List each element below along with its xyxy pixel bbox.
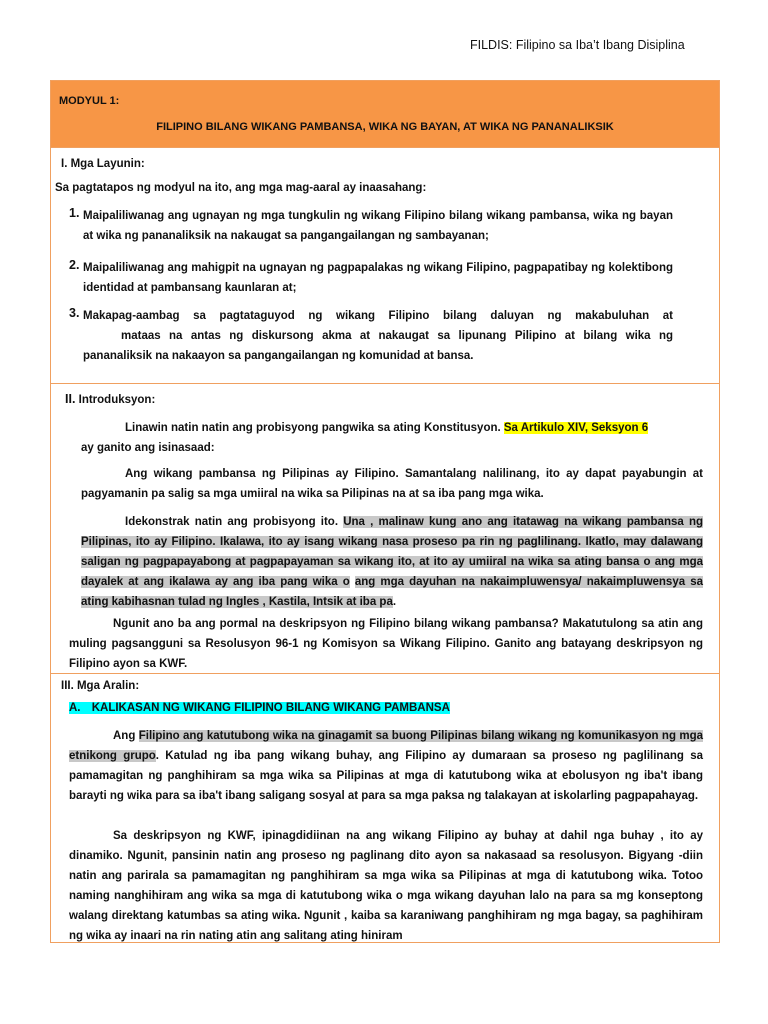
section-heading: I. Mga Layunin: [61,158,145,170]
paragraph [69,726,703,806]
list-item-line: Makapag-aambag sa pagtataguyod ng wikang Filipino bilang daluyan ng makabuluhan at [83,310,673,322]
highlight-text: Filipino ang katutubong wika na ginagamit sa buong Pilipinas bilang wikang ng komunikasyon ng mga etnikong grupo [69,730,703,762]
section-heading: III. Mga Aralin: [61,680,140,692]
module-label: MODYUL 1: [59,95,120,107]
module-box [50,80,720,943]
list-number: 3. [69,306,80,320]
paragraph-text: ay ganito ang isinasaad: [81,442,215,454]
paragraph: Ang wikang pambansa ng Pilipinas ay Filipino. Samantalang nalilinang, ito ay dapat payabungin at pagyamanin pa salig sa mga umiiral na wika sa Pilipinas na at sa iba pang mga wika. [81,468,703,500]
section-lead: Sa pagtatapos ng modyul na ito, ang mga mag-aaral ay inaasahang: [55,182,427,194]
section-heading [65,392,155,406]
list-item-text: Maipaliliwanag ang mahigpit na ugnayan ng pagpapalakas ng wikang Filipino, pagpapatibay ng kolektibong identidad at pambansang kaunlaran at; [83,262,673,294]
list-item [51,206,673,246]
list-number: 1. [69,206,80,220]
section-mga-aralin [51,674,719,942]
paragraph-text: Idekonstrak natin ang probisyong ito. [125,516,344,528]
subsection-letter-text: A. [69,702,81,714]
highlight-text: Una , malinaw kung ano ang itatawag na wikang pambansa ng Pilipinas, ito ay Filipino. Ikalawa, ito ay isang wikang nasa proseso pa rin ng paglilinang. Ikatlo, may dalawang saligan ng pagpapayabong at pagpapayaman sa wikang ito, at ito ay umiiral na wika sa ating bansa o ang mga dayalek at ang ikalawa ay ang iba pang wika o [81,516,703,588]
module-title-band [51,81,719,148]
list-item-line [83,326,673,346]
paragraph-text: . [392,596,397,608]
list-item-text [83,306,673,326]
paragraph-text: Linawin natin natin ang probisyong pangwika sa ating Konstitusyon. [125,422,504,434]
subsection-letter [69,702,92,714]
paragraph-text: . Katulad ng iba pang wikang buhay, ang Filipino ay dumaraan sa proseso ng paglilinang sa pamamagitan ng panghihiram sa mga wika sa Pilipinas at mga di katutubong wika at ebolusyon ng iba't ibang barayti ng wika para sa iba't ibang saligang sosyal at para sa mga paksa ng talakayan at iskolarling pagpapahayag. [69,750,703,802]
paragraph [81,418,703,458]
section-title: Introduksyon: [78,394,156,406]
list-number: 2. [69,258,80,272]
paragraph [81,512,703,612]
list-item [51,258,673,298]
module-title: FILIPINO BILANG WIKANG PAMBANSA, WIKA NG BAYAN, AT WIKA NG PANANALIKSIK [156,121,614,133]
list-item-text: Maipaliliwanag ang ugnayan ng mga tungkulin ng wikang Filipino bilang wikang pambansa, wika ng bayan at wika ng pananaliksik na nakaugat sa pangangailangan ng sambayanan; [83,210,673,242]
list-item-line: pananaliksik na nakaayon sa pangangailangan ng komunidad at bansa. [83,350,474,362]
running-header: FILDIS: Filipino sa Iba’t Ibang Disiplina [470,38,685,52]
section-number: II. [65,392,76,406]
subsection-heading [69,702,450,714]
paragraph: Ngunit ano ba ang pormal na deskripsyon ng Filipino bilang wikang pambansa? Makatutulong sa atin ang muling pagsangguni sa Resolusyon 96-1 ng Komisyon sa Wikang Filipino. Ganito ang batayang deskripsyon ng Filipino ayon sa KWF. [69,618,703,670]
section-introduksyon [51,384,719,674]
subsection-title: KALIKASAN NG WIKANG FILIPINO BILANG WIKANG PAMBANSA [91,702,450,714]
highlight-text: ang mga dayuhan na nakaimpluwensya/ nakaimpluwensya sa ating kabihasnan tulad ng Ingles , Kastila, Intsik at iba pa [81,576,703,608]
paragraph: Sa deskripsyon ng KWF, ipinagdidiinan na ang wikang Filipino ay buhay at dahil nga buhay , ito ay dinamiko. Ngunit, pansinin natin ang proseso ng paglinang dito ayon sa nakasaad sa resolusyon. Bigyang -diin natin ang parirala sa pamamagitan ng panghihiram sa mga wika sa Pilipinas at mga di katutubong wika. Totoo naming nanghihiram ang wika sa mga di katutubong wika o mga wikang dayuhan lalo na para sa mg konseptong walang direktang katumbas sa ating wika. Ngunit , kaiba sa karaniwang panghihiram ng mga bagay, sa paghihiram ng wika ay inaari na rin nating atin ang salitang ating hiniram [69,830,703,942]
section-layunin [51,148,719,384]
list-item [51,306,673,366]
paragraph-text: Ang [113,730,139,742]
list-item-line-text: mataas na antas ng diskursong akma at nakaugat sa lipunang Pilipino at bilang wika ng [121,330,673,342]
highlight-article: Sa Artikulo XIV, Seksyon 6 [503,422,649,434]
